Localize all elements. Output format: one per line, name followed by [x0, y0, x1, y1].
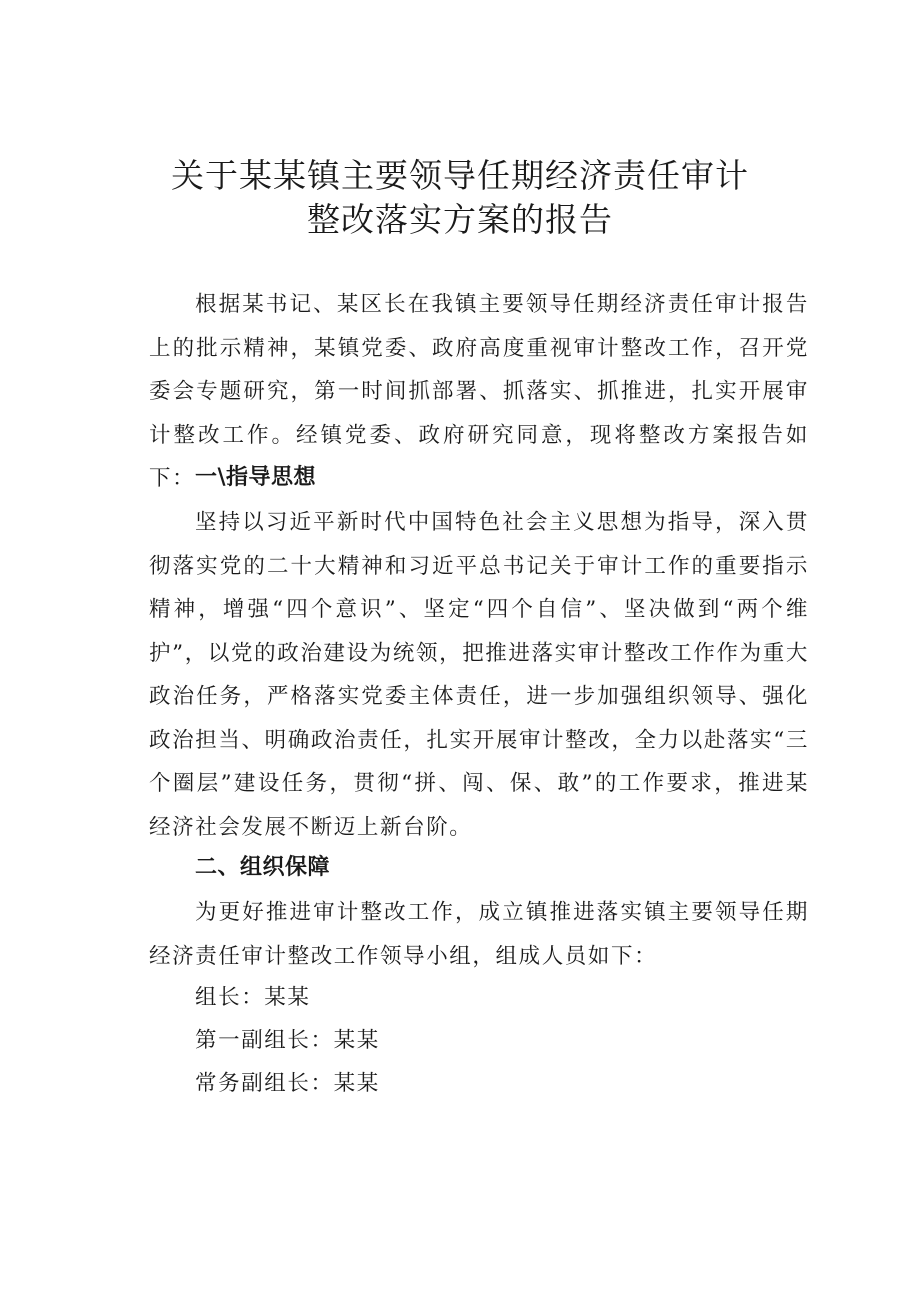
member-first-deputy: 第一副组长：某某: [195, 1028, 380, 1053]
member-leader: 组长：某某: [195, 985, 311, 1010]
organization-paragraph: 为更好推进审计整改工作，成立镇推进落实镇主要领导任期经济责任审计整改工作领导小组，组成人员如下：: [149, 900, 809, 969]
document-title-line-2: 整改落实方案的报告: [307, 200, 613, 239]
section-heading-organization: 二、组织保障: [195, 855, 331, 880]
intro-paragraph: 根据某书记、某区长在我镇主要领导任期经济责任审计报告上的批示精神，某镇党委、政府高度重视审计整改工作，召开党委会专题研究，第一时间抓部署、抓落实、抓推进，扎实开展审计整改工作。经镇党委、政府研究同意，现将整改方案报告如下：: [149, 292, 809, 491]
document-title-line-1: 关于某某镇主要领导任期经济责任审计: [171, 156, 749, 195]
member-executive-deputy: 常务副组长：某某: [195, 1071, 380, 1096]
guiding-ideology-paragraph: 坚持以习近平新时代中国特色社会主义思想为指导，深入贯彻落实党的二十大精神和习近平总书记关于审计工作的重要指示精神，增强“四个意识”、坚定“四个自信”、坚决做到“两个维护”，以党的政治建设为统领，把推进落实审计整改工作作为重大政治任务，严格落实党委主体责任，进一步加强组织领导、强化政治担当、明确政治责任，扎实开展审计整改，全力以赴落实“三个圈层”建设任务，贯彻“拼、闯、保、敢”的工作要求，推进某经济社会发展不断迈上新台阶。: [149, 510, 809, 840]
section-heading-guiding-ideology: 一\指导思想: [195, 465, 317, 490]
